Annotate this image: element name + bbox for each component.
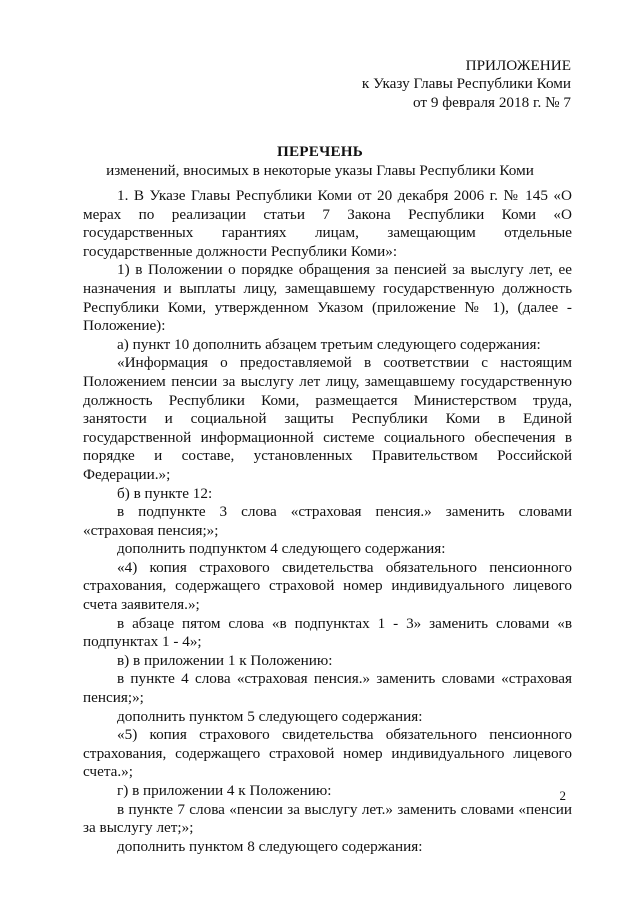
document-title: ПЕРЕЧЕНЬ — [276, 143, 364, 160]
title-block — [0, 143, 640, 180]
paragraph: дополнить подпунктом 4 следующего содержания: — [117, 540, 446, 558]
document-body — [83, 187, 572, 856]
paragraph: 1. В Указе Главы Республики Коми от 20 декабря 2006 г. № 145 «О мерах по реализации статьи 7 Закона Республики Коми «О государственных гарантиях лицам, замещающим отдельные государственные должности Республики Коми»: — [83, 187, 572, 260]
appendix-header — [251, 57, 571, 112]
decree-date: от 9 февраля 2018 г. № 7 — [413, 93, 571, 111]
paragraph: в) в приложении 1 к Положению: — [117, 651, 333, 669]
paragraph: г) в приложении 4 к Положению: — [117, 782, 332, 799]
appendix-label: ПРИЛОЖЕНИЕ — [465, 57, 571, 74]
paragraph: б) в пункте 12: — [117, 484, 213, 502]
paragraph: в пункте 7 слова «пенсии за выслугу лет.» заменить словами «пенсии за выслугу лет;»; — [83, 800, 572, 837]
paragraph: «5) копия страхового свидетельства обязательного пенсионного страхования, содержащего страховой номер индивидуального лицевого счета.»; — [83, 726, 572, 781]
page-number: 2 — [559, 788, 566, 803]
document-subtitle: изменений, вносимых в некоторые указы Главы Республики Коми — [106, 161, 534, 179]
paragraph: в пункте 4 слова «страховая пенсия.» заменить словами «страховая пенсия;»; — [83, 670, 572, 707]
paragraph: а) пункт 10 дополнить абзацем третьим следующего содержания: — [117, 335, 541, 353]
paragraph: «4) копия страхового свидетельства обязательного пенсионного страхования, содержащего страховой номер индивидуального лицевого счета заявителя.»; — [83, 558, 572, 614]
paragraph: в абзаце пятом слова «в подпунктах 1 - 3» заменить словами «в подпунктах 1 - 4»; — [83, 614, 572, 651]
decree-reference: к Указу Главы Республики Коми — [361, 75, 571, 93]
paragraph: «Информация о предоставляемой в соответствии с настоящим Положением пенсии за выслугу лет лицу, замещавшему государственную должность Республики Коми, размещается Министерством труда, занятости и социальной защиты Республики Коми в Единой государственной информационной системе социального обеспечения в порядке и составе, установленных Правительством Российской Федерации.»; — [83, 354, 572, 483]
paragraph: в подпункте 3 слова «страховая пенсия.» заменить словами «страховая пенсия;»; — [83, 503, 572, 539]
paragraph: дополнить пунктом 8 следующего содержания: — [117, 837, 423, 855]
paragraph: дополнить пунктом 5 следующего содержания: — [117, 707, 423, 725]
paragraph: 1) в Положении о порядке обращения за пенсией за выслугу лет, ее назначения и выплаты лицу, замещавшему государственную должность Республики Коми, утвержденном Указом (приложение № 1), (далее - Положение): — [83, 261, 572, 335]
